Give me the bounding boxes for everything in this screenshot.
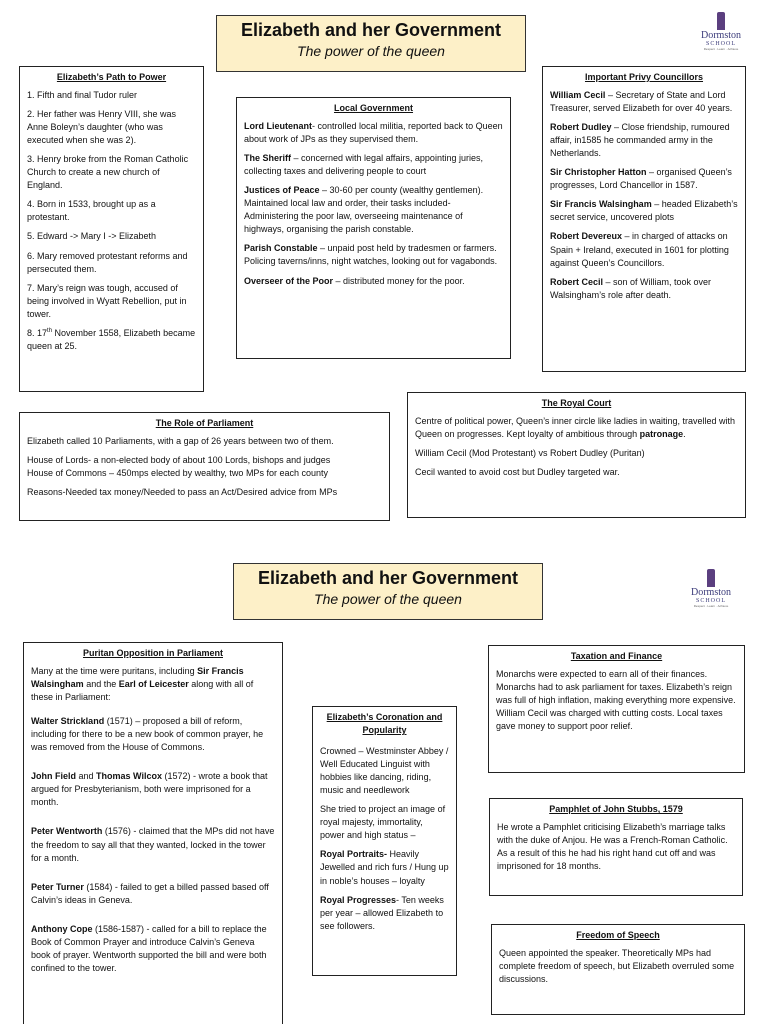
parliament-heading: The Role of Parliament (155, 418, 254, 428)
privy-item: William Cecil – Secretary of State and Lord Treasurer, served Elizabeth for over 40 years. (550, 90, 733, 114)
path-item: 6. Mary removed protestant reforms and persecuted them. (27, 250, 188, 274)
freedom-of-speech-box (491, 924, 745, 1015)
puritan-opposition-box (23, 642, 283, 1024)
coronation-box (312, 706, 457, 976)
local-item: The Sheriff – concerned with legal affairs, appointing juries, collecting taxes and delivering people to court (244, 153, 483, 177)
parliament-item: House of Lords- a non-elected body of about 100 Lords, bishops and judges (27, 455, 331, 466)
royal-court-box (407, 392, 746, 518)
parliament-item: Reasons-Needed tax money/Needed to pass an Act/Desired advice from MPs (27, 487, 338, 498)
path-item: 5. Edward -> Mary I -> Elizabeth (27, 231, 157, 242)
coronation-p4: Royal Progresses- Ten weeks per year – allowed Elizabeth to see followers. (320, 894, 444, 931)
coronation-heading: Elizabeth’s Coronation and Popularity (326, 712, 443, 736)
puritan-item: Peter Turner (1584) - failed to get a billed passed based off Calvin’s ideas in Geneva. (31, 881, 269, 905)
path-item: 3. Henry broke from the Roman Catholic Church to create a new church of England. (27, 154, 189, 191)
stubbs-heading: Pamphlet of John Stubbs, 1579 (549, 804, 683, 814)
stubbs-text: He wrote a Pamphlet criticising Elizabeth’s marriage talks with the duke of Anjou. He was a French-Roman Catholic. As a result of this he had his right hand cut off and was imprisoned for 18 months. (497, 822, 728, 872)
logo-sub: SCHOOL (695, 598, 726, 604)
privy-item: Robert Cecil – son of William, took over Walsingham’s role after death. (550, 276, 712, 300)
path-item: 7. Mary’s reign was tough, accused of being involved in Wyatt Rebellion, put in tower. (27, 282, 187, 319)
tower-icon (707, 569, 715, 587)
school-logo (690, 12, 752, 56)
local-item: Parish Constable – unpaid post held by tradesmen or farmers. Policing taverns/inns, night watches, looking out for vagabonds. (244, 243, 498, 267)
path-item: 1. Fifth and final Tudor ruler (27, 90, 138, 101)
page-title-box-top (216, 15, 526, 72)
page-title-2: Elizabeth and her Government (257, 568, 519, 588)
stubbs-box (489, 798, 743, 896)
page-title: Elizabeth and her Government (240, 20, 502, 40)
puritan-item: Walter Strickland (1571) – proposed a bill of reform, including for there to be a new book of common prayer, he was removed from the House of Commons. (31, 716, 264, 753)
taxation-box (488, 645, 745, 773)
logo-tagline: Respect · Learn · Achieve (693, 604, 729, 608)
local-item: Justices of Peace – 30-60 per county (wealthy gentlemen). Maintained local law and order, their tasks included- Administering the poor law, overseeing maintenance of highways, organising the parish constable. (244, 185, 484, 235)
privy-heading: Important Privy Councillors (584, 72, 704, 82)
privy-item: Sir Francis Walsingham – headed Elizabeth’s secret service, uncovered plots (550, 199, 738, 223)
page-subtitle-2: The power of the queen (314, 591, 462, 607)
court-heading: The Royal Court (541, 398, 612, 408)
parliament-item: Elizabeth called 10 Parliaments, with a gap of 26 years between two of them. (27, 436, 334, 447)
puritan-item: Peter Wentworth (1576) - claimed that the MPs did not have the freedom to say all that they wanted, locked in the tower for a month. (31, 826, 275, 863)
path-heading: Elizabeth’s Path to Power (56, 72, 167, 82)
speech-heading: Freedom of Speech (576, 930, 660, 940)
local-government-box (236, 97, 511, 359)
school-logo-2 (680, 569, 742, 613)
page-title-box-bottom (233, 563, 543, 620)
privy-item: Sir Christopher Hatton – organised Queen’s progresses, Lord Chancellor in 1587. (550, 167, 732, 191)
coronation-p3: Royal Portraits- Heavily Jewelled and rich furs / Hung up in noble’s houses – loyalty (320, 849, 449, 886)
path-item: 8. 17th November 1558, Elizabeth became queen at 25. (27, 327, 196, 351)
local-item: Overseer of the Poor – distributed money for the poor. (244, 275, 465, 286)
puritan-intro: Many at the time were puritans, including Sir Francis Walsingham and the Earl of Leicester along with all of these in Parliament: (31, 666, 254, 703)
privy-item: Robert Dudley – Close friendship, rumoured affair, in1585 he commanded army in the Netherlands. (550, 122, 730, 159)
puritan-item: John Field and Thomas Wilcox (1572) - wrote a book that argued for Presbyterianism, both were imprisoned for a month. (31, 771, 268, 808)
logo-sub: SCHOOL (705, 41, 736, 47)
page-subtitle: The power of the queen (297, 43, 445, 59)
role-of-parliament-box (19, 412, 390, 521)
parliament-item: House of Commons – 450mps elected by wealthy, two MPs for each county (27, 468, 328, 479)
path-to-power-box (19, 66, 204, 392)
logo-tagline: Respect · Learn · Achieve (703, 47, 739, 51)
taxation-text: Monarchs were expected to earn all of their finances. Monarchs had to ask parliament for taxes. Elizabeth’s reign was full of high inflation, making everything more expensive. William Cecil was charged with cutting costs. Local taxes gave money to support poor relief. (496, 669, 736, 732)
tower-icon (717, 12, 725, 30)
local-heading: Local Government (333, 103, 414, 113)
coronation-p1: Crowned – Westminster Abbey / Well Educated Linguist with hobbies like dancing, riding, music and needlework (320, 746, 449, 796)
coronation-p2: She tried to project an image of royal majesty, immortality, power and high status – (320, 804, 446, 841)
path-item: 4. Born in 1533, brought up as a protestant. (27, 199, 156, 223)
privy-item: Robert Devereux – in charged of attacks on Spain + Ireland, executed in 1601 for plotting against Queen’s Councillors. (550, 231, 729, 268)
puritan-heading: Puritan Opposition in Parliament (82, 648, 223, 658)
court-p2: William Cecil (Mod Protestant) vs Robert Dudley (Puritan) (415, 448, 645, 459)
path-item: 2. Her father was Henry VIII, she was Anne Boleyn’s daughter (who was executed when she was 2). (27, 109, 177, 146)
puritan-item: Anthony Cope (1586-1587) - called for a bill to replace the Book of Common Prayer and introduce Calvin’s Geneva book of prayer. Wentworth supported the bill and were both confined to the tower. (31, 923, 267, 973)
privy-councillors-box (542, 66, 746, 372)
logo-name: Dormston (701, 30, 741, 41)
local-item: Lord Lieutenant- controlled local militia, reported back to Queen about work of JPs as they supervised them. (244, 121, 503, 145)
court-p3: Cecil wanted to avoid cost but Dudley targeted war. (415, 467, 620, 478)
court-p1: Centre of political power, Queen’s inner circle like ladies in waiting, travelled with Queen on progresses. Kept loyalty of ambitious through patronage. (415, 416, 735, 440)
taxation-heading: Taxation and Finance (570, 651, 663, 661)
speech-text: Queen appointed the speaker. Theoretically MPs had complete freedom of speech, but Elizabeth overruled some discussions. (499, 948, 735, 985)
logo-name: Dormston (691, 587, 731, 598)
